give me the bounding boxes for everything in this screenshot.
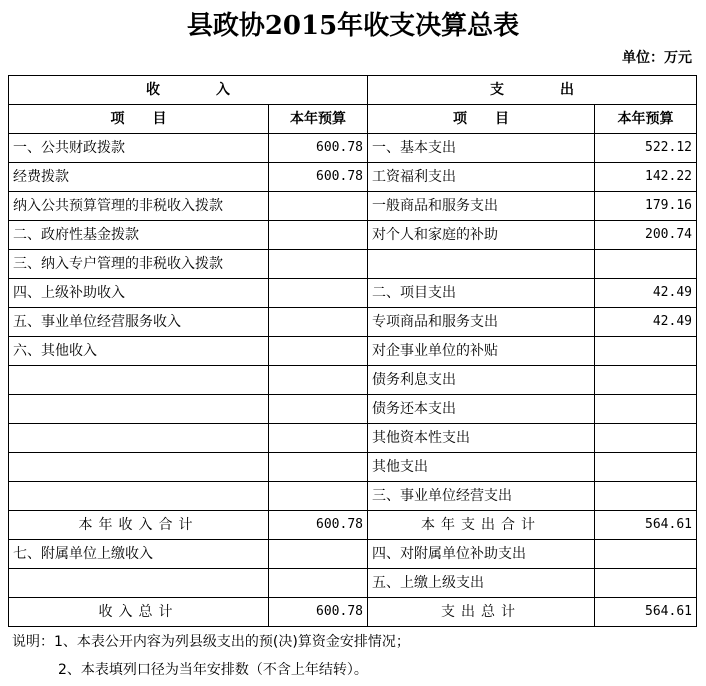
income-value [269, 250, 368, 279]
expense-item: 四、对附属单位补助支出 [368, 540, 595, 569]
expense-item: 债务利息支出 [368, 366, 595, 395]
income-subtotal-value: 600.78 [269, 511, 368, 540]
expense-value: 42.49 [595, 279, 697, 308]
table-row [9, 482, 697, 511]
table-row [9, 395, 697, 424]
income-item [9, 424, 269, 453]
expense-subtotal-value: 564.61 [595, 511, 697, 540]
expense-item: 对个人和家庭的补助 [368, 221, 595, 250]
grand-total-row [9, 598, 697, 627]
expense-item: 二、项目支出 [368, 279, 595, 308]
expense-value [595, 424, 697, 453]
income-item: 四、上级补助收入 [9, 279, 269, 308]
expense-value [595, 453, 697, 482]
expense-section-header: 支 出 [368, 76, 697, 105]
income-item: 六、其他收入 [9, 337, 269, 366]
income-section-header: 收 入 [9, 76, 368, 105]
expense-value: 522.12 [595, 134, 697, 163]
income-item-header: 项 目 [9, 105, 269, 134]
income-total-value: 600.78 [269, 598, 368, 627]
income-value: 600.78 [269, 163, 368, 192]
table-row [9, 337, 697, 366]
income-value [269, 308, 368, 337]
table-row [9, 424, 697, 453]
income-item [9, 569, 269, 598]
expense-item: 其他支出 [368, 453, 595, 482]
expense-value [595, 337, 697, 366]
income-value [269, 540, 368, 569]
subtotal-row [9, 511, 697, 540]
income-value [269, 424, 368, 453]
table-row [9, 453, 697, 482]
income-item: 经费拨款 [9, 163, 269, 192]
unit-label: 单位：万元 [622, 50, 692, 66]
table-row [9, 569, 697, 598]
note-line-2: 2、本表填列口径为当年安排数（不含上年结转）。 [58, 662, 368, 678]
table-row [9, 366, 697, 395]
income-value [269, 279, 368, 308]
budget-table [8, 75, 697, 627]
table-row [9, 163, 697, 192]
income-value: 600.78 [269, 134, 368, 163]
table-row [9, 279, 697, 308]
expense-value: 179.16 [595, 192, 697, 221]
income-value [269, 395, 368, 424]
expense-value [595, 366, 697, 395]
table-row [9, 250, 697, 279]
table-row [9, 192, 697, 221]
income-item [9, 366, 269, 395]
expense-value: 42.49 [595, 308, 697, 337]
section-header-row [9, 76, 697, 105]
income-total-label: 收入总计 [9, 598, 269, 627]
expense-item: 债务还本支出 [368, 395, 595, 424]
income-item: 一、公共财政拨款 [9, 134, 269, 163]
expense-budget-header: 本年预算 [595, 105, 697, 134]
expense-value [595, 395, 697, 424]
table-row [9, 134, 697, 163]
income-value [269, 366, 368, 395]
table-row [9, 540, 697, 569]
income-item: 纳入公共预算管理的非税收入拨款 [9, 192, 269, 221]
income-value [269, 569, 368, 598]
expense-value [595, 250, 697, 279]
page-title: 县政协2015年收支决算总表 [186, 11, 520, 41]
income-subtotal-label: 本年收入合计 [9, 511, 269, 540]
expense-value [595, 569, 697, 598]
income-value [269, 337, 368, 366]
column-header-row [9, 105, 697, 134]
expense-item: 工资福利支出 [368, 163, 595, 192]
note-line-1: 说明：1、本表公开内容为列县级支出的预(决)算资金安排情况； [12, 634, 410, 650]
income-item [9, 482, 269, 511]
expense-item: 专项商品和服务支出 [368, 308, 595, 337]
expense-item: 对企事业单位的补贴 [368, 337, 595, 366]
expense-value: 200.74 [595, 221, 697, 250]
expense-item [368, 250, 595, 279]
table-row [9, 221, 697, 250]
expense-item-header: 项 目 [368, 105, 595, 134]
income-item: 二、政府性基金拨款 [9, 221, 269, 250]
expense-value [595, 540, 697, 569]
expense-value [595, 482, 697, 511]
expense-total-value: 564.61 [595, 598, 697, 627]
income-budget-header: 本年预算 [269, 105, 368, 134]
income-value [269, 482, 368, 511]
expense-item: 五、上缴上级支出 [368, 569, 595, 598]
expense-item: 一、基本支出 [368, 134, 595, 163]
income-item: 七、附属单位上缴收入 [9, 540, 269, 569]
income-value [269, 192, 368, 221]
expense-item: 三、事业单位经营支出 [368, 482, 595, 511]
expense-subtotal-label: 本年支出合计 [368, 511, 595, 540]
income-item: 三、纳入专户管理的非税收入拨款 [9, 250, 269, 279]
income-item: 五、事业单位经营服务收入 [9, 308, 269, 337]
income-item [9, 453, 269, 482]
expense-item: 其他资本性支出 [368, 424, 595, 453]
income-value [269, 221, 368, 250]
income-value [269, 453, 368, 482]
income-item [9, 395, 269, 424]
expense-total-label: 支出总计 [368, 598, 595, 627]
expense-item: 一般商品和服务支出 [368, 192, 595, 221]
expense-value: 142.22 [595, 163, 697, 192]
table-row [9, 308, 697, 337]
